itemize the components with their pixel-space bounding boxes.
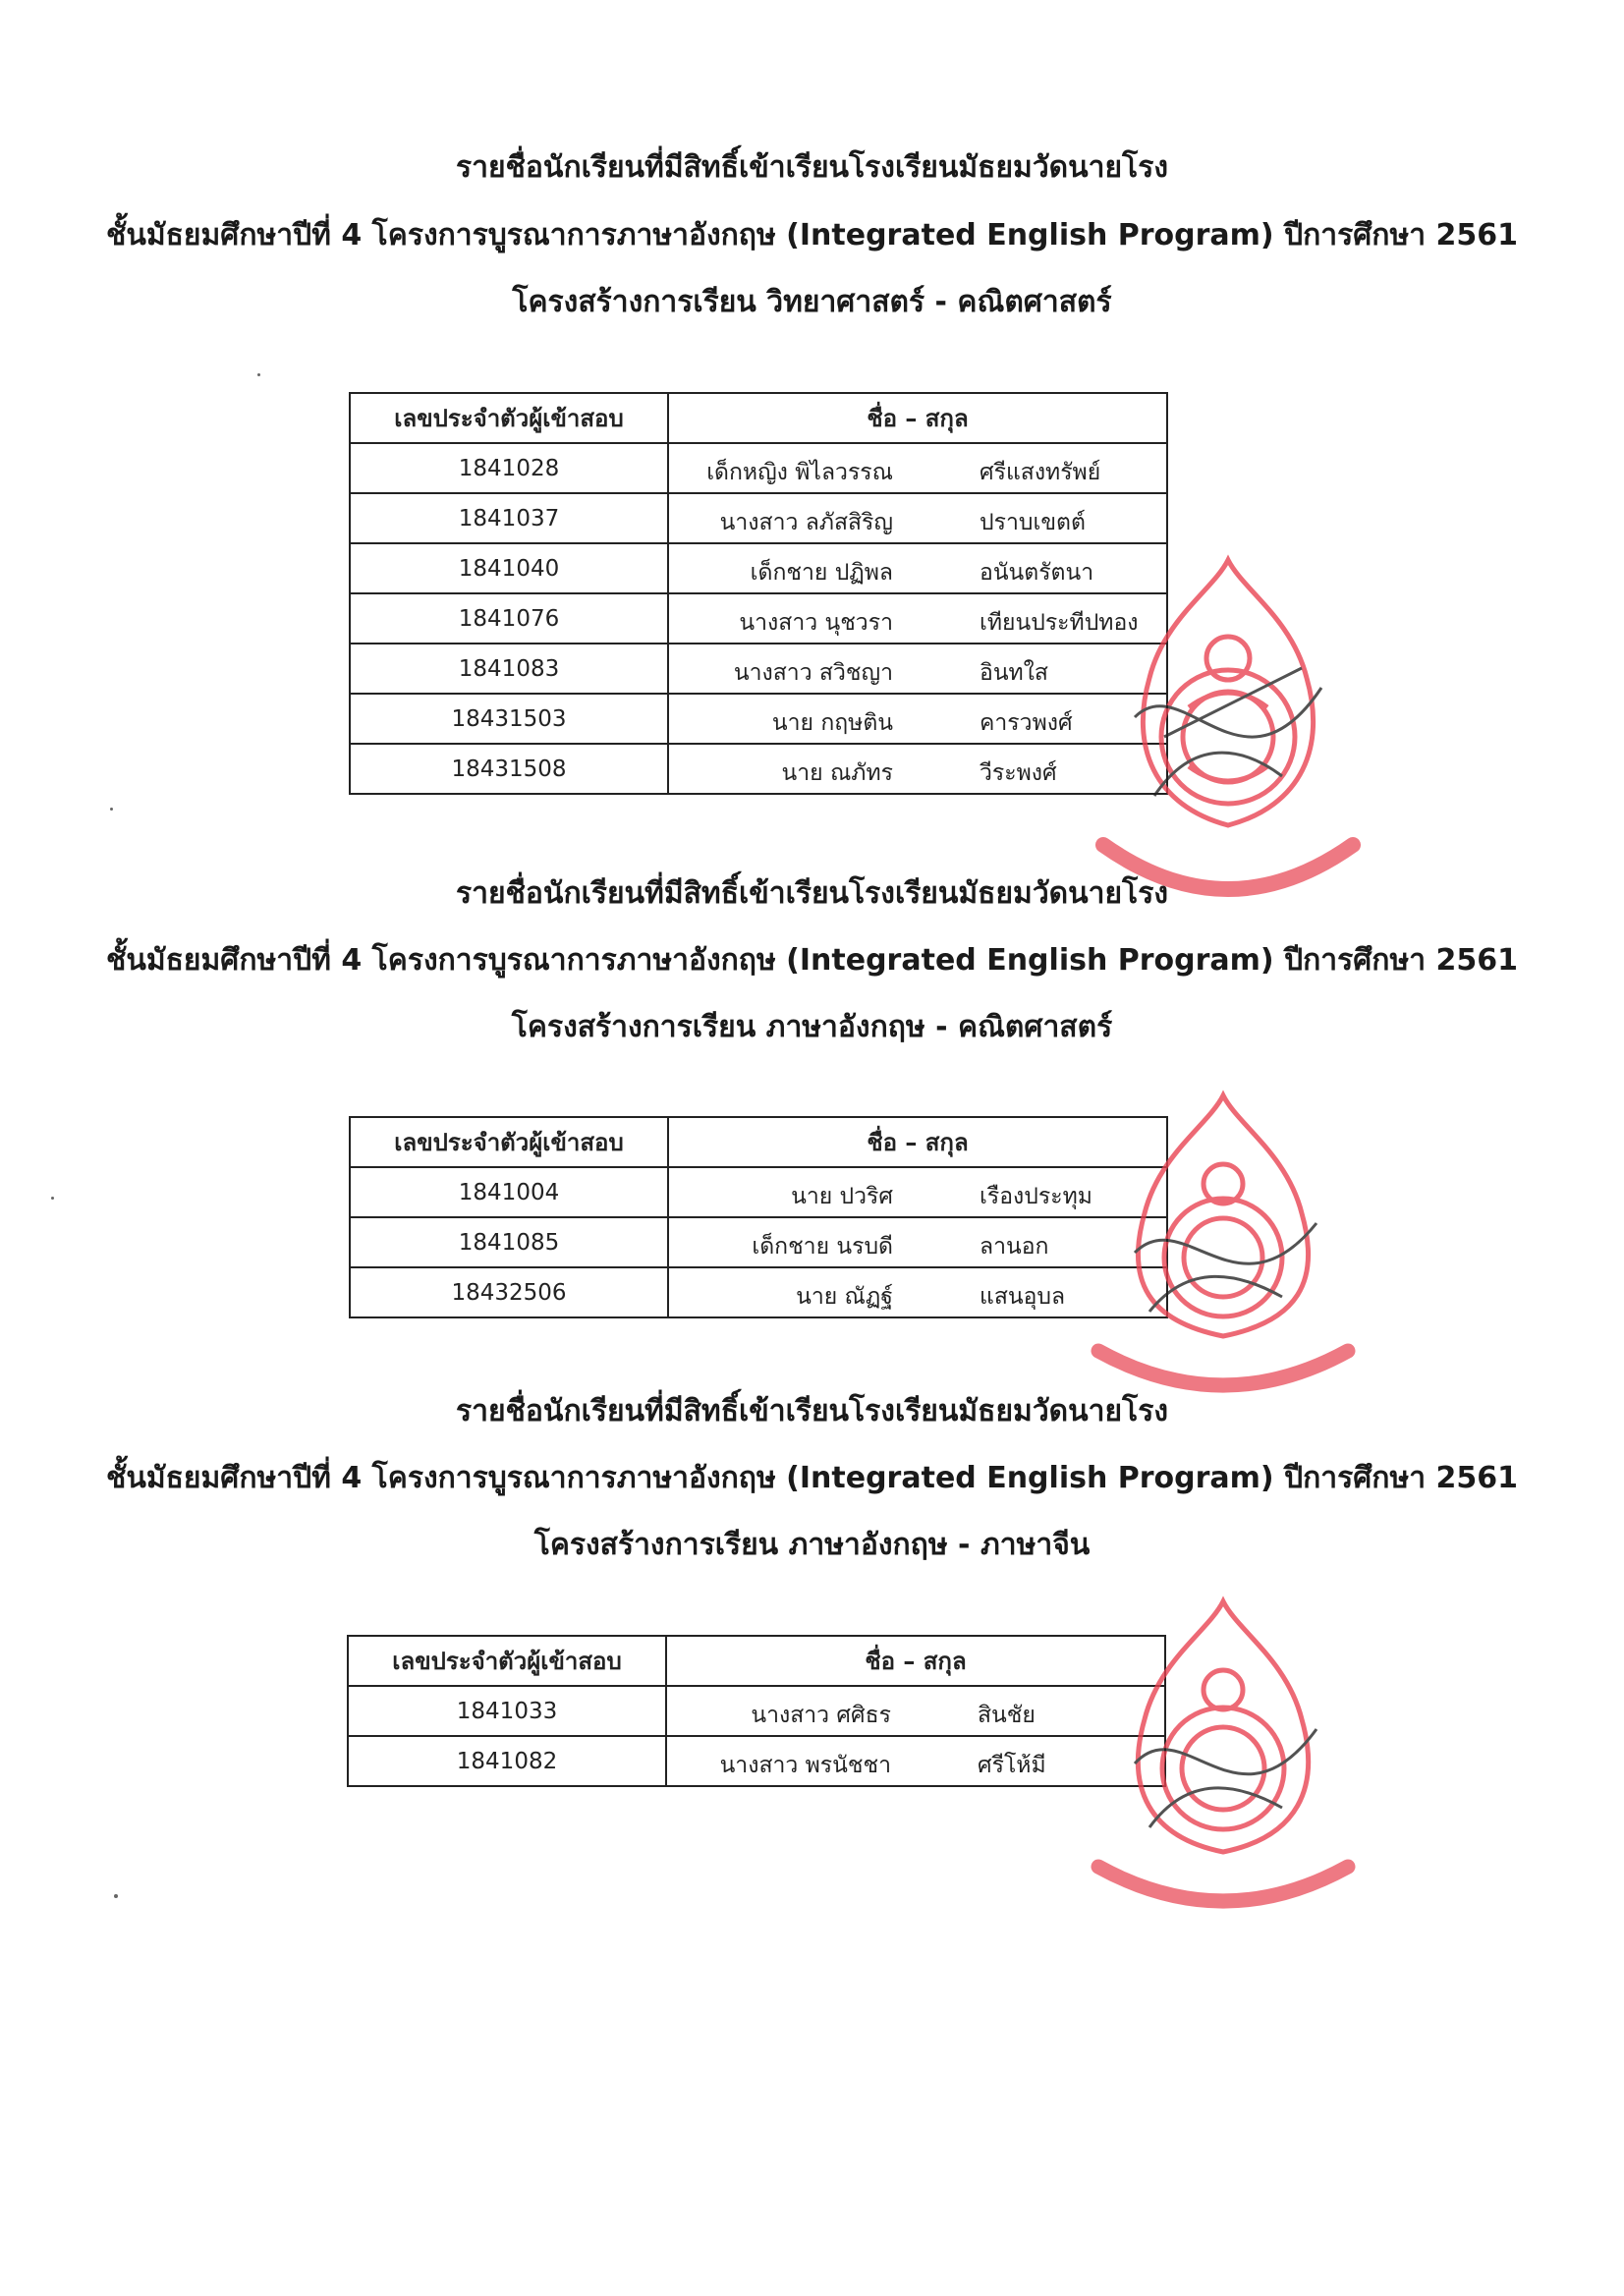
table-row: [350, 543, 1167, 593]
section-3-title-line-2: ชั้นมัธยมศึกษาปีที่ 4 โครงการบูรณาการภาษาอังกฤษ (Integrated English Program) ปีการศึกษา 2561: [105, 1461, 1519, 1495]
last-name: อินทใส: [980, 660, 1048, 686]
exam-id: 1841082: [348, 1736, 666, 1786]
table-row: [350, 694, 1167, 744]
exam-id: 18431503: [350, 694, 668, 744]
section-3-title-line-1: รายชื่อนักเรียนที่มีสิทธิ์เข้าเรียนโรงเรียนมัธยมวัดนายโรง: [456, 1394, 1168, 1428]
scan-speck: [110, 808, 113, 811]
last-name: ปราบเขตต์: [980, 510, 1086, 535]
full-name: [668, 744, 1167, 794]
full-name: [668, 1267, 1167, 1317]
full-name: [668, 593, 1167, 644]
full-name: [668, 1167, 1167, 1217]
header-full-name: ชื่อ – สกุล: [668, 1117, 1167, 1167]
scan-speck: [51, 1197, 54, 1200]
full-name: [668, 543, 1167, 593]
prefix-first-name: นาย ปวริศ: [791, 1184, 893, 1209]
last-name: อนันตรัตนา: [980, 560, 1094, 586]
table-header-row: [350, 393, 1167, 443]
last-name: ลานอก: [980, 1234, 1049, 1260]
exam-id: 18432506: [350, 1267, 668, 1317]
table-row: [350, 593, 1167, 644]
last-name: แสนอุบล: [980, 1284, 1066, 1310]
header-exam-id: เลขประจำตัวผู้เข้าสอบ: [348, 1636, 666, 1686]
section-2-title-line-3: โครงสร้างการเรียน ภาษาอังกฤษ - คณิตศาสตร์: [511, 1010, 1113, 1044]
scan-speck: [257, 373, 260, 376]
section-3-table: [347, 1635, 1166, 1787]
exam-id: 1841037: [350, 493, 668, 543]
prefix-first-name: เด็กชาย นรบดี: [752, 1234, 893, 1260]
table-header-row: [348, 1636, 1165, 1686]
last-name: วีระพงศ์: [980, 760, 1057, 786]
table-row: [350, 1217, 1167, 1267]
table-row: [350, 1167, 1167, 1217]
table-header-row: [350, 1117, 1167, 1167]
section-3-title-line-3: โครงสร้างการเรียน ภาษาอังกฤษ - ภาษาจีน: [533, 1528, 1091, 1562]
full-name: [668, 694, 1167, 744]
header-full-name: ชื่อ – สกุล: [666, 1636, 1165, 1686]
section-2-table: [349, 1116, 1168, 1318]
exam-id: 1841004: [350, 1167, 668, 1217]
exam-id: 1841028: [350, 443, 668, 493]
exam-id: 1841076: [350, 593, 668, 644]
prefix-first-name: นางสาว ลภัสสิริญ: [719, 510, 893, 535]
table-row: [350, 493, 1167, 543]
section-1-title-line-3: โครงสร้างการเรียน วิทยาศาสตร์ - คณิตศาสตร์: [512, 285, 1112, 319]
prefix-first-name: เด็กหญิง พิไลวรรณ: [706, 460, 893, 485]
table-row: [348, 1686, 1165, 1736]
prefix-first-name: นาย กฤษติน: [771, 710, 893, 736]
section-2-title-line-1: รายชื่อนักเรียนที่มีสิทธิ์เข้าเรียนโรงเรียนมัธยมวัดนายโรง: [456, 876, 1168, 911]
last-name: เรืองประทุม: [980, 1184, 1092, 1209]
header-exam-id: เลขประจำตัวผู้เข้าสอบ: [350, 1117, 668, 1167]
full-name: [666, 1736, 1165, 1786]
full-name: [668, 493, 1167, 543]
prefix-first-name: นาย ณัฏฐ์: [796, 1284, 893, 1310]
table-row: [350, 644, 1167, 694]
scan-speck: [114, 1894, 118, 1898]
table-row: [350, 1267, 1167, 1317]
last-name: ศรีโห้มี: [978, 1753, 1046, 1778]
section-1-table: [349, 392, 1168, 795]
section-1-title-line-1: รายชื่อนักเรียนที่มีสิทธิ์เข้าเรียนโรงเรียนมัธยมวัดนายโรง: [456, 150, 1168, 185]
last-name: คารวพงศ์: [980, 710, 1073, 736]
exam-id: 1841083: [350, 644, 668, 694]
section-1-title-line-2: ชั้นมัธยมศึกษาปีที่ 4 โครงการบูรณาการภาษาอังกฤษ (Integrated English Program) ปีการศึกษา 2561: [105, 218, 1519, 252]
prefix-first-name: นางสาว สวิชญา: [733, 660, 893, 686]
prefix-first-name: นางสาว พรนัชชา: [719, 1753, 891, 1778]
exam-id: 1841040: [350, 543, 668, 593]
full-name: [668, 443, 1167, 493]
section-2-title-line-2: ชั้นมัธยมศึกษาปีที่ 4 โครงการบูรณาการภาษาอังกฤษ (Integrated English Program) ปีการศึกษา 2561: [105, 943, 1519, 978]
prefix-first-name: นาย ณภัทร: [781, 760, 893, 786]
prefix-first-name: เด็กชาย ปฏิพล: [750, 560, 893, 586]
full-name: [668, 1217, 1167, 1267]
prefix-first-name: นางสาว นุชวรา: [739, 610, 893, 636]
header-exam-id: เลขประจำตัวผู้เข้าสอบ: [350, 393, 668, 443]
exam-id: 1841085: [350, 1217, 668, 1267]
full-name: [666, 1686, 1165, 1736]
table-row: [350, 744, 1167, 794]
last-name: เทียนประทีปทอง: [980, 610, 1139, 636]
full-name: [668, 644, 1167, 694]
exam-id: 1841033: [348, 1686, 666, 1736]
header-full-name: ชื่อ – สกุล: [668, 393, 1167, 443]
last-name: สินชัย: [978, 1703, 1036, 1728]
last-name: ศรีแสงทรัพย์: [980, 460, 1101, 485]
table-row: [348, 1736, 1165, 1786]
exam-id: 18431508: [350, 744, 668, 794]
table-row: [350, 443, 1167, 493]
prefix-first-name: นางสาว ศศิธร: [751, 1703, 891, 1728]
